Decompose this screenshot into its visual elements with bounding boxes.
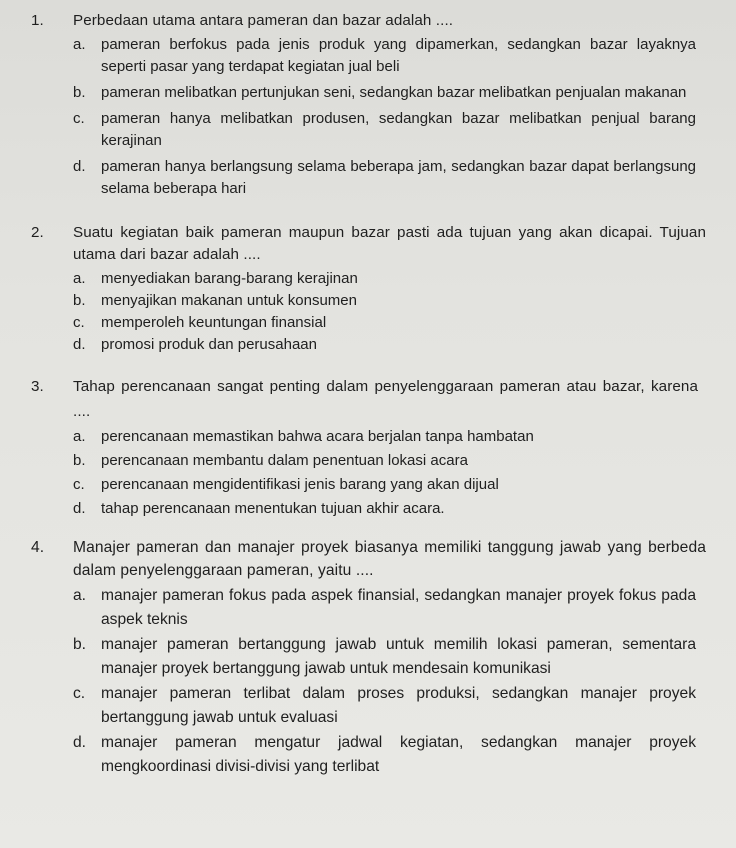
option-letter: c. [73, 685, 86, 702]
option-a[interactable] [0, 426, 736, 448]
option-d[interactable] [0, 731, 736, 778]
option-d[interactable] [0, 498, 736, 520]
question-stem [0, 222, 736, 266]
option-list [0, 34, 736, 200]
option-a[interactable] [0, 34, 736, 78]
option-text: menyediakan barang-barang kerajinan [101, 270, 358, 287]
option-a[interactable] [0, 584, 736, 631]
question-3 [0, 374, 736, 520]
option-text: manajer pameran terlibat dalam proses produksi, sedangkan manajer proyek bertanggung jawab untuk evaluasi [101, 685, 696, 726]
option-text: memperoleh keuntungan finansial [101, 314, 327, 331]
option-letter: d. [73, 734, 87, 751]
option-d[interactable] [0, 334, 736, 356]
option-b[interactable] [0, 633, 736, 680]
option-letter: c. [73, 314, 85, 331]
option-b[interactable] [0, 450, 736, 472]
question-stem [0, 536, 736, 582]
option-text: perencanaan mengidentifikasi jenis barang yang akan dijual [101, 476, 499, 493]
option-letter: a. [73, 428, 86, 445]
option-letter: d. [73, 158, 86, 175]
option-letter: b. [73, 84, 86, 101]
option-letter: d. [73, 500, 86, 517]
option-a[interactable] [0, 268, 736, 290]
option-text: pameran hanya melibatkan produsen, sedangkan bazar melibatkan penjual barang kerajinan [101, 110, 696, 149]
question-2 [0, 222, 736, 356]
question-text: Suatu kegiatan baik pameran maupun bazar pasti ada tujuan yang akan dicapai. Tujuan utama dari bazar adalah .... [73, 224, 706, 263]
option-letter: b. [73, 292, 86, 309]
option-text: pameran hanya berlangsung selama beberapa jam, sedangkan bazar dapat berlangsung selama beberapa hari [101, 158, 696, 197]
option-b[interactable] [0, 82, 736, 104]
question-stem [0, 374, 736, 424]
question-stem [0, 10, 736, 32]
option-text: manajer pameran fokus pada aspek finansial, sedangkan manajer proyek fokus pada aspek teknis [101, 587, 696, 628]
option-text: perencanaan membantu dalam penentuan lokasi acara [101, 452, 468, 469]
option-letter: a. [73, 270, 86, 287]
option-text: promosi produk dan perusahaan [101, 336, 317, 353]
option-text: manajer pameran bertanggung jawab untuk memilih lokasi pameran, sementara manajer proyek bertanggung jawab untuk mendesain komunikasi [101, 636, 696, 677]
question-number: 3. [31, 378, 44, 395]
option-text: pameran melibatkan pertunjukan seni, sedangkan bazar melibatkan penjualan makanan [101, 84, 687, 101]
option-c[interactable] [0, 108, 736, 152]
question-text: Manajer pameran dan manajer proyek biasanya memiliki tanggung jawab yang berbeda dalam penyelenggaraan pameran, yaitu .... [73, 539, 706, 579]
question-text: Perbedaan utama antara pameran dan bazar adalah .... [73, 12, 454, 29]
option-letter: a. [73, 587, 87, 604]
option-letter: b. [73, 636, 87, 653]
option-text: perencanaan memastikan bahwa acara berjalan tanpa hambatan [101, 428, 534, 445]
option-b[interactable] [0, 290, 736, 312]
option-letter: c. [73, 476, 85, 493]
option-text: menyajikan makanan untuk konsumen [101, 292, 357, 309]
option-c[interactable] [0, 474, 736, 496]
question-text: Tahap perencanaan sangat penting dalam penyelenggaraan pameran atau bazar, karena .... [73, 378, 698, 420]
option-letter: a. [73, 36, 86, 53]
option-c[interactable] [0, 682, 736, 729]
option-text: tahap perencanaan menentukan tujuan akhir acara. [101, 500, 445, 517]
option-text: manajer pameran mengatur jadwal kegiatan, sedangkan manajer proyek mengkoordinasi divisi-divisi yang terlibat [101, 734, 696, 775]
option-c[interactable] [0, 312, 736, 334]
option-list [0, 268, 736, 356]
question-number: 2. [31, 224, 44, 241]
question-4 [0, 536, 736, 778]
option-letter: d. [73, 336, 86, 353]
question-number: 4. [31, 539, 45, 556]
option-letter: c. [73, 110, 85, 127]
option-list [0, 584, 736, 778]
option-letter: b. [73, 452, 86, 469]
question-number: 1. [31, 12, 44, 29]
option-list [0, 426, 736, 520]
question-1 [0, 10, 736, 200]
option-d[interactable] [0, 156, 736, 200]
option-text: pameran berfokus pada jenis produk yang dipamerkan, sedangkan bazar layaknya seperti pasar yang terdapat kegiatan jual beli [101, 36, 696, 75]
